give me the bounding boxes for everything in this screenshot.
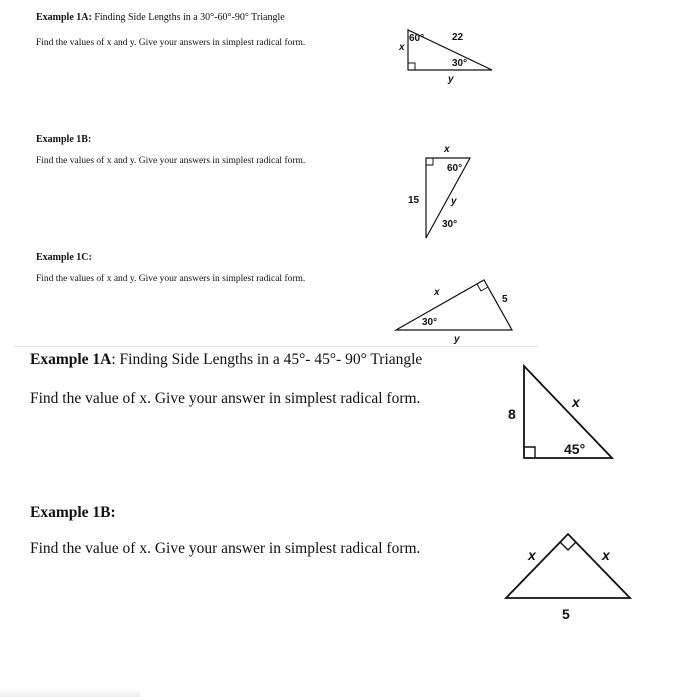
ex1b-45-left-leg-label: x — [528, 547, 536, 563]
page-edge-shadow — [0, 689, 140, 697]
ex1a-30-title-rest: Finding Side Lengths in a 30°-60°-90° Triangle — [91, 12, 285, 23]
ex1c-30-side-x-label: x — [434, 287, 440, 298]
ex1b-30-top-label: x — [444, 144, 450, 155]
ex1b-45-title-bold: Example 1B: — [30, 504, 116, 521]
ex1c-30-title — [36, 252, 92, 263]
ex1a-30-title-bold: Example 1A: — [36, 12, 92, 23]
ex1c-30-triangle — [396, 280, 512, 330]
ex1b-30-instruction: Find the values of x and y. Give your answers in simplest radical form. — [36, 156, 306, 166]
ex1b-30-triangle-figure — [400, 140, 480, 244]
ex1c-30-side-5-label: 5 — [502, 294, 508, 305]
ex1b-30-title-bold: Example 1B: — [36, 134, 92, 145]
ex1c-30-triangle-figure — [392, 268, 522, 346]
ex1a-30-bottom-label: y — [448, 74, 454, 85]
ex1b-30-left-label: 15 — [408, 195, 420, 206]
ex1c-30-instruction: Find the values of x and y. Give your answers in simplest radical form. — [36, 274, 306, 284]
ex1a-45-triangle-figure — [500, 356, 620, 468]
ex1a-45-left-label: 8 — [508, 406, 516, 422]
ex1b-30-angle-top: 60° — [447, 163, 463, 174]
ex1c-30-angle: 30° — [422, 317, 438, 328]
right-angle-marker — [524, 447, 535, 458]
ex1c-30-bottom-label: y — [454, 334, 460, 345]
section-divider — [14, 346, 538, 347]
right-angle-marker — [560, 542, 576, 550]
ex1c-30-title-bold: Example 1C: — [36, 252, 92, 263]
ex1b-30-title — [36, 134, 91, 145]
ex1a-45-title-rest: : Finding Side Lengths in a 45°- 45°- 90° Triangle — [111, 351, 423, 368]
ex1a-30-angle-right: 30° — [452, 58, 468, 69]
ex1b-45-instruction: Find the value of x. Give your answer in simplest radical form. — [30, 540, 421, 557]
right-angle-marker — [408, 63, 415, 70]
ex1a-45-hyp-label: x — [572, 394, 580, 410]
ex1b-30-angle-bottom: 30° — [442, 219, 458, 230]
right-angle-marker — [426, 158, 433, 165]
ex1b-30-hyp-label: y — [451, 196, 457, 207]
ex1a-30-left-label: x — [399, 42, 405, 53]
ex1a-30-title — [36, 12, 285, 23]
ex1a-30-hyp-label: 22 — [452, 32, 464, 43]
ex1b-45-triangle — [506, 534, 630, 598]
ex1b-45-triangle-figure — [500, 526, 640, 626]
ex1a-30-triangle-figure — [396, 22, 502, 90]
ex1b-45-right-leg-label: x — [602, 547, 610, 563]
ex1b-45-bottom-label: 5 — [562, 606, 570, 622]
ex1b-45-title — [30, 504, 116, 522]
ex1a-30-instruction: Find the values of x and y. Give your answers in simplest radical form. — [36, 38, 306, 48]
ex1a-45-title-bold: Example 1A — [30, 351, 112, 368]
ex1a-45-angle: 45° — [564, 441, 586, 457]
ex1a-45-title — [30, 351, 422, 369]
ex1a-30-angle-top: 60° — [409, 33, 425, 44]
ex1a-45-instruction: Find the value of x. Give your answer in simplest radical form. — [30, 390, 421, 407]
